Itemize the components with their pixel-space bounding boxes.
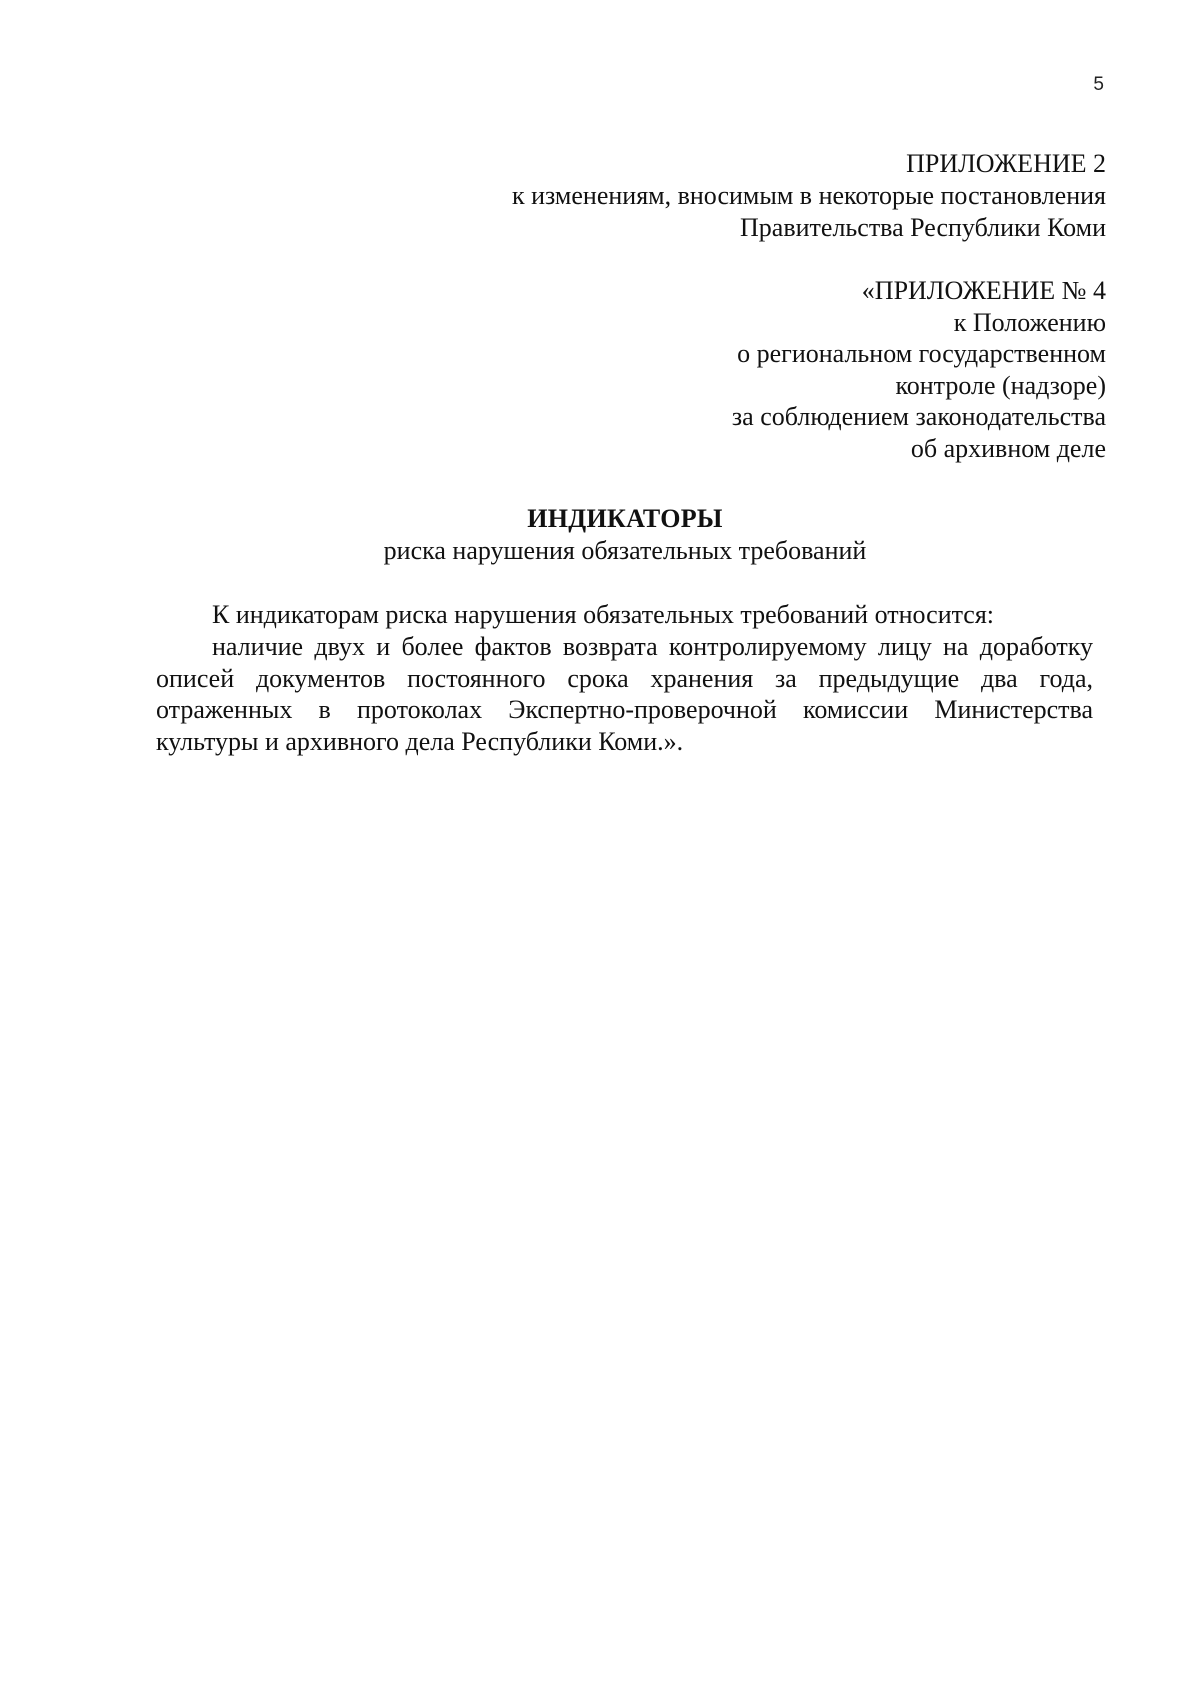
- annex-header-line: к изменениям, вносимым в некоторые постановления: [511, 181, 1106, 210]
- document-title: ИНДИКАТОРЫ: [527, 504, 723, 533]
- annex-header-line: ПРИЛОЖЕНИЕ 2: [906, 149, 1106, 178]
- paragraph-main: наличие двух и более фактов возврата контролируемому лицу на доработку описей документов постоянного срока хранения за предыдущие два года, отраженных в протоколах Экспертно-проверочной комиссии Министерства культуры и архивного дела Республики Коми.».: [156, 632, 1093, 756]
- annex-sub-line: к Положению: [953, 307, 1106, 337]
- annex-sub-line: о региональном государственном: [737, 339, 1106, 368]
- annex-sub-line: об архивном деле: [910, 433, 1106, 463]
- document-subtitle: риска нарушения обязательных требований: [383, 536, 867, 565]
- paragraph-intro: К индикаторам риска нарушения обязательных требований относится:: [212, 600, 995, 629]
- annex-header: [512, 148, 1106, 244]
- page-number: 5: [1093, 74, 1104, 95]
- annex-sub-line: за соблюдением законодательства: [731, 402, 1106, 431]
- annex-sub-header: [732, 275, 1106, 464]
- annex-sub-line: контроле (надзоре): [895, 370, 1106, 400]
- annex-header-line: Правительства Республики Коми: [740, 213, 1106, 242]
- annex-sub-line: «ПРИЛОЖЕНИЕ № 4: [861, 276, 1106, 305]
